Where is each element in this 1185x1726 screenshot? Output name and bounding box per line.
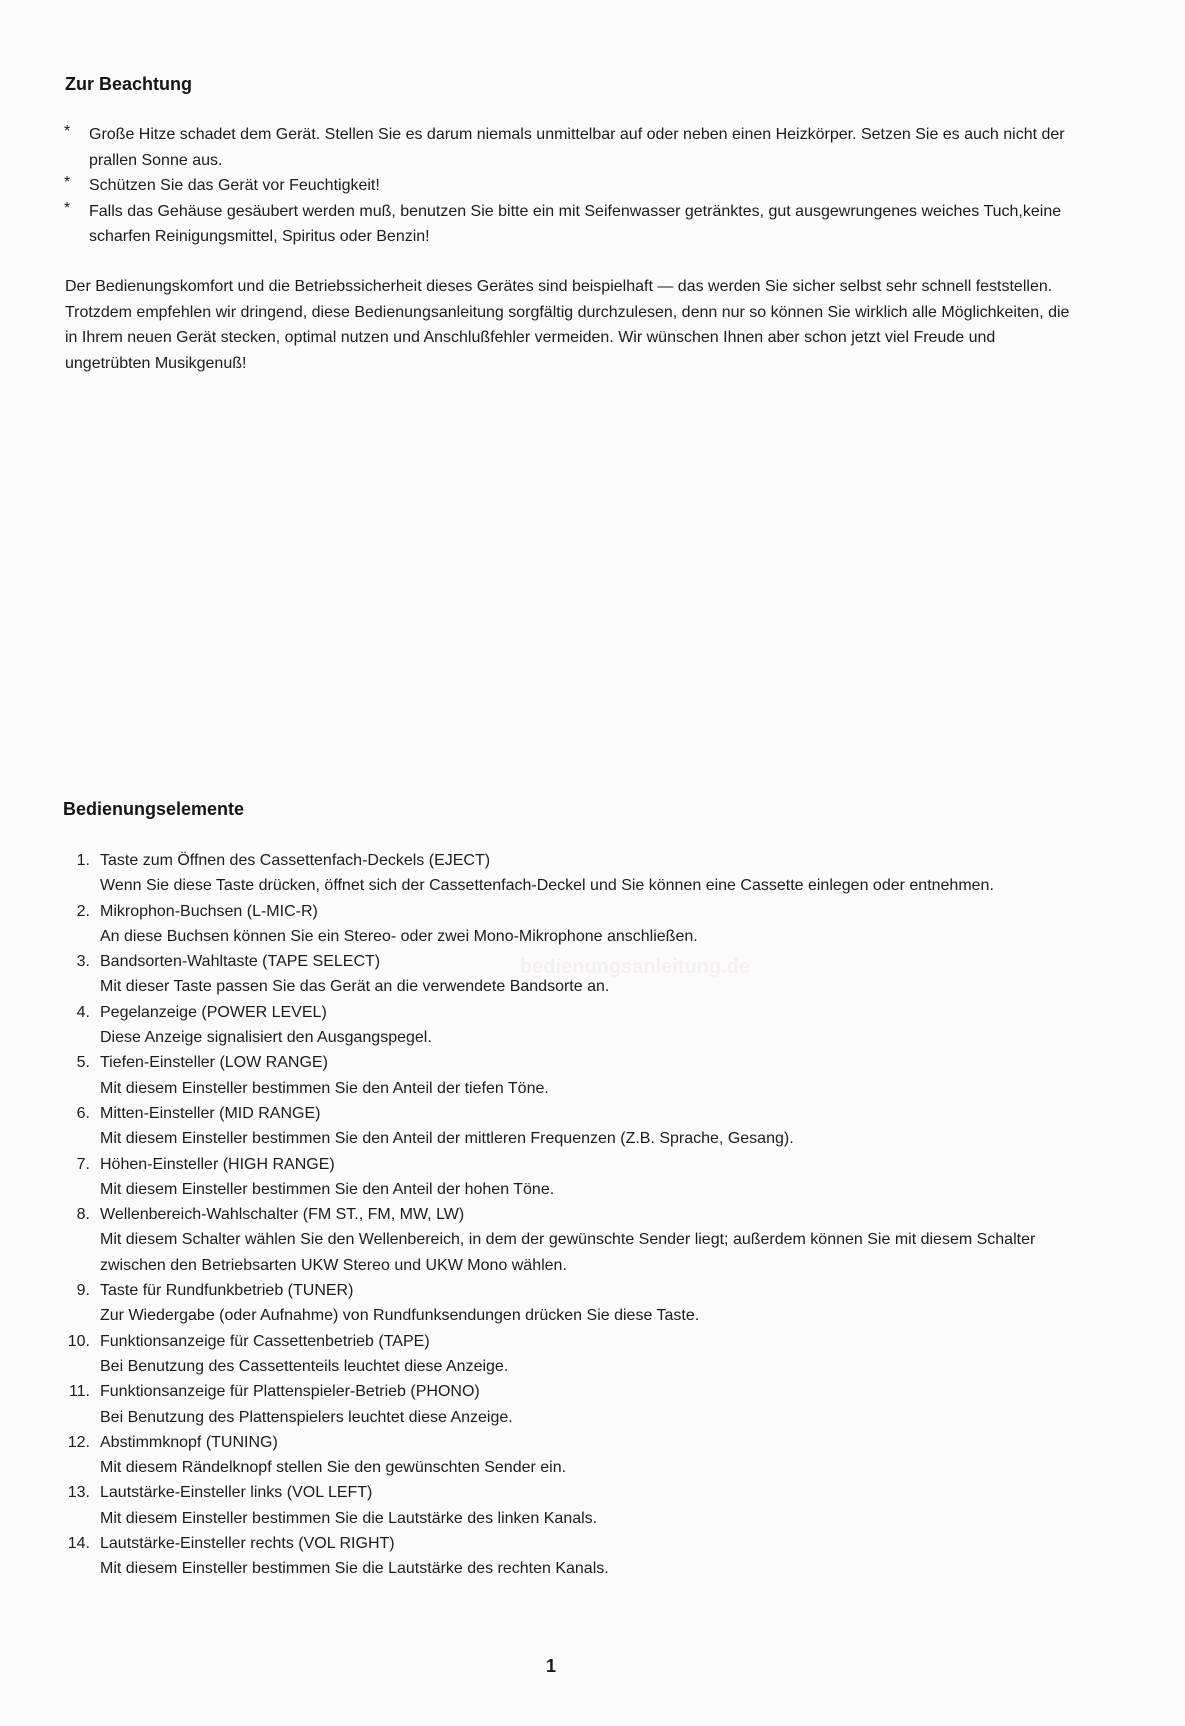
item-number: 13. [67, 1484, 90, 1502]
control-item [60, 1050, 1100, 1101]
bullet-star: * [64, 174, 71, 191]
control-item [60, 1278, 1100, 1329]
item-description: Mit diesem Rändelknopf stellen Sie den gewünschten Sender ein. [100, 1459, 567, 1477]
item-description: An diese Buchsen können Sie ein Stereo- oder zwei Mono-Mikrophone anschließen. [100, 927, 698, 945]
item-number: 2. [76, 902, 90, 920]
item-number: 12. [67, 1433, 90, 1451]
control-item [60, 1101, 1100, 1152]
item-label: Mitten-Einsteller (MID RANGE) [100, 1104, 321, 1122]
item-label: Funktionsanzeige für Plattenspieler-Betrieb (PHONO) [100, 1383, 480, 1401]
item-description: Mit diesem Einsteller bestimmen Sie den Anteil der mittleren Frequenzen (Z.B. Sprache, Gesang). [100, 1130, 794, 1148]
item-number: 10. [67, 1332, 90, 1350]
bullet-star: * [64, 123, 71, 140]
bullet-star: * [64, 199, 71, 217]
item-label: Mikrophon-Buchsen (L-MIC-R) [100, 902, 318, 920]
section-title-zur-beachtung: Zur Beachtung [65, 74, 193, 94]
item-description: Zur Wiedergabe (oder Aufnahme) von Rundfunksendungen drücken Sie diese Taste. [100, 1307, 700, 1325]
item-label: Höhen-Einsteller (HIGH RANGE) [100, 1155, 335, 1173]
item-description: Mit diesem Einsteller bestimmen Sie den Anteil der hohen Töne. [100, 1180, 555, 1198]
item-label: Tiefen-Einsteller (LOW RANGE) [100, 1054, 328, 1072]
item-label: Bandsorten-Wahltaste (TAPE SELECT) [100, 953, 381, 971]
warning-item [64, 199, 1084, 250]
item-number: 5. [76, 1054, 90, 1072]
item-number: 7. [76, 1155, 90, 1173]
item-number: 4. [76, 1003, 90, 1021]
item-label: Wellenbereich-Wahlschalter (FM ST., FM, MW, LW) [100, 1206, 465, 1224]
item-number: 1. [76, 852, 90, 869]
control-item [60, 1430, 1100, 1481]
item-label: Taste zum Öffnen des Cassettenfach-Deckels (EJECT) [100, 852, 491, 869]
item-description: Wenn Sie diese Taste drücken, öffnet sich der Cassettenfach-Deckel und Sie können eine Cassette einlegen oder entnehmen. [100, 877, 994, 895]
item-label: Taste für Rundfunkbetrieb (TUNER) [100, 1282, 354, 1300]
item-label: Lautstärke-Einsteller rechts (VOL RIGHT) [100, 1535, 395, 1553]
section-title-bedienungselemente: Bedienungselemente [63, 799, 245, 819]
item-description: Mit diesem Einsteller bestimmen Sie die Lautstärke des rechten Kanals. [100, 1560, 609, 1578]
item-label: Abstimmknopf (TUNING) [100, 1433, 278, 1451]
item-number: 14. [67, 1535, 90, 1553]
control-item [60, 1379, 1100, 1430]
item-number: 3. [76, 953, 90, 971]
control-item [60, 848, 1100, 899]
control-item [60, 1480, 1100, 1531]
watermark: bedienungsanleitung.de [520, 956, 751, 978]
item-description: Mit diesem Schalter wählen Sie den Wellenbereich, in dem der gewünschte Sender liegt; außerdem können Sie mit diesem Schalter zwischen den Betriebsarten UKW Stereo und UKW Mono wählen. [100, 1231, 1036, 1274]
item-label: Funktionsanzeige für Cassettenbetrieb (TAPE) [100, 1332, 430, 1350]
item-number: 11. [68, 1383, 90, 1401]
warnings-list [64, 122, 1084, 250]
item-number: 8. [76, 1206, 90, 1224]
item-label: Lautstärke-Einsteller links (VOL LEFT) [100, 1484, 373, 1502]
item-description: Bei Benutzung des Cassettenteils leuchtet diese Anzeige. [100, 1357, 509, 1375]
item-description: Bei Benutzung des Plattenspielers leuchtet diese Anzeige. [100, 1408, 513, 1426]
item-number: 9. [76, 1282, 90, 1300]
page-number: 1 [546, 1656, 557, 1676]
item-description: Diese Anzeige signalisiert den Ausgangspegel. [100, 1029, 432, 1047]
control-item [60, 1152, 1100, 1203]
control-item [60, 1000, 1100, 1051]
item-number: 6. [76, 1104, 90, 1122]
control-item [60, 899, 1100, 950]
intro-paragraph: Der Bedienungskomfort und die Betriebssicherheit dieses Gerätes sind beispielhaft — das werden Sie sicher selbst sehr schnell feststellen. Trotzdem empfehlen wir dringend, diese Bedienungsanleitung sorgfältig durchzulesen, denn nur so können Sie wirklich alle Möglichkeiten, die in Ihrem neuen Gerät stecken, optimal nutzen und Anschlußfehler vermeiden. Wir wünschen Ihnen aber schon jetzt viel Freude und ungetrübten Musikgenuß! [65, 278, 1070, 372]
warning-text: Schützen Sie das Gerät vor Feuchtigkeit! [89, 177, 380, 194]
warning-item [64, 122, 1084, 173]
warning-item [64, 173, 1084, 199]
control-item [60, 1329, 1100, 1380]
warning-text: Falls das Gehäuse gesäubert werden muß, benutzen Sie bitte ein mit Seifenwasser getränktes, gut ausgewrungenes weiches Tuch,keine scharfen Reinigungsmittel, Spiritus oder Benzin! [89, 202, 1062, 245]
item-description: Mit diesem Einsteller bestimmen Sie den Anteil der tiefen Töne. [100, 1079, 549, 1097]
control-item [60, 1531, 1100, 1582]
item-description: Mit dieser Taste passen Sie das Gerät an die verwendete Bandsorte an. [100, 978, 610, 996]
item-description: Mit diesem Einsteller bestimmen Sie die Lautstärke des linken Kanals. [100, 1509, 598, 1527]
warning-text: Große Hitze schadet dem Gerät. Stellen Sie es darum niemals unmittelbar auf oder neben einen Heizkörper. Setzen Sie es auch nicht der prallen Sonne aus. [89, 126, 1065, 169]
control-item [60, 1202, 1100, 1278]
item-label: Pegelanzeige (POWER LEVEL) [100, 1003, 327, 1021]
